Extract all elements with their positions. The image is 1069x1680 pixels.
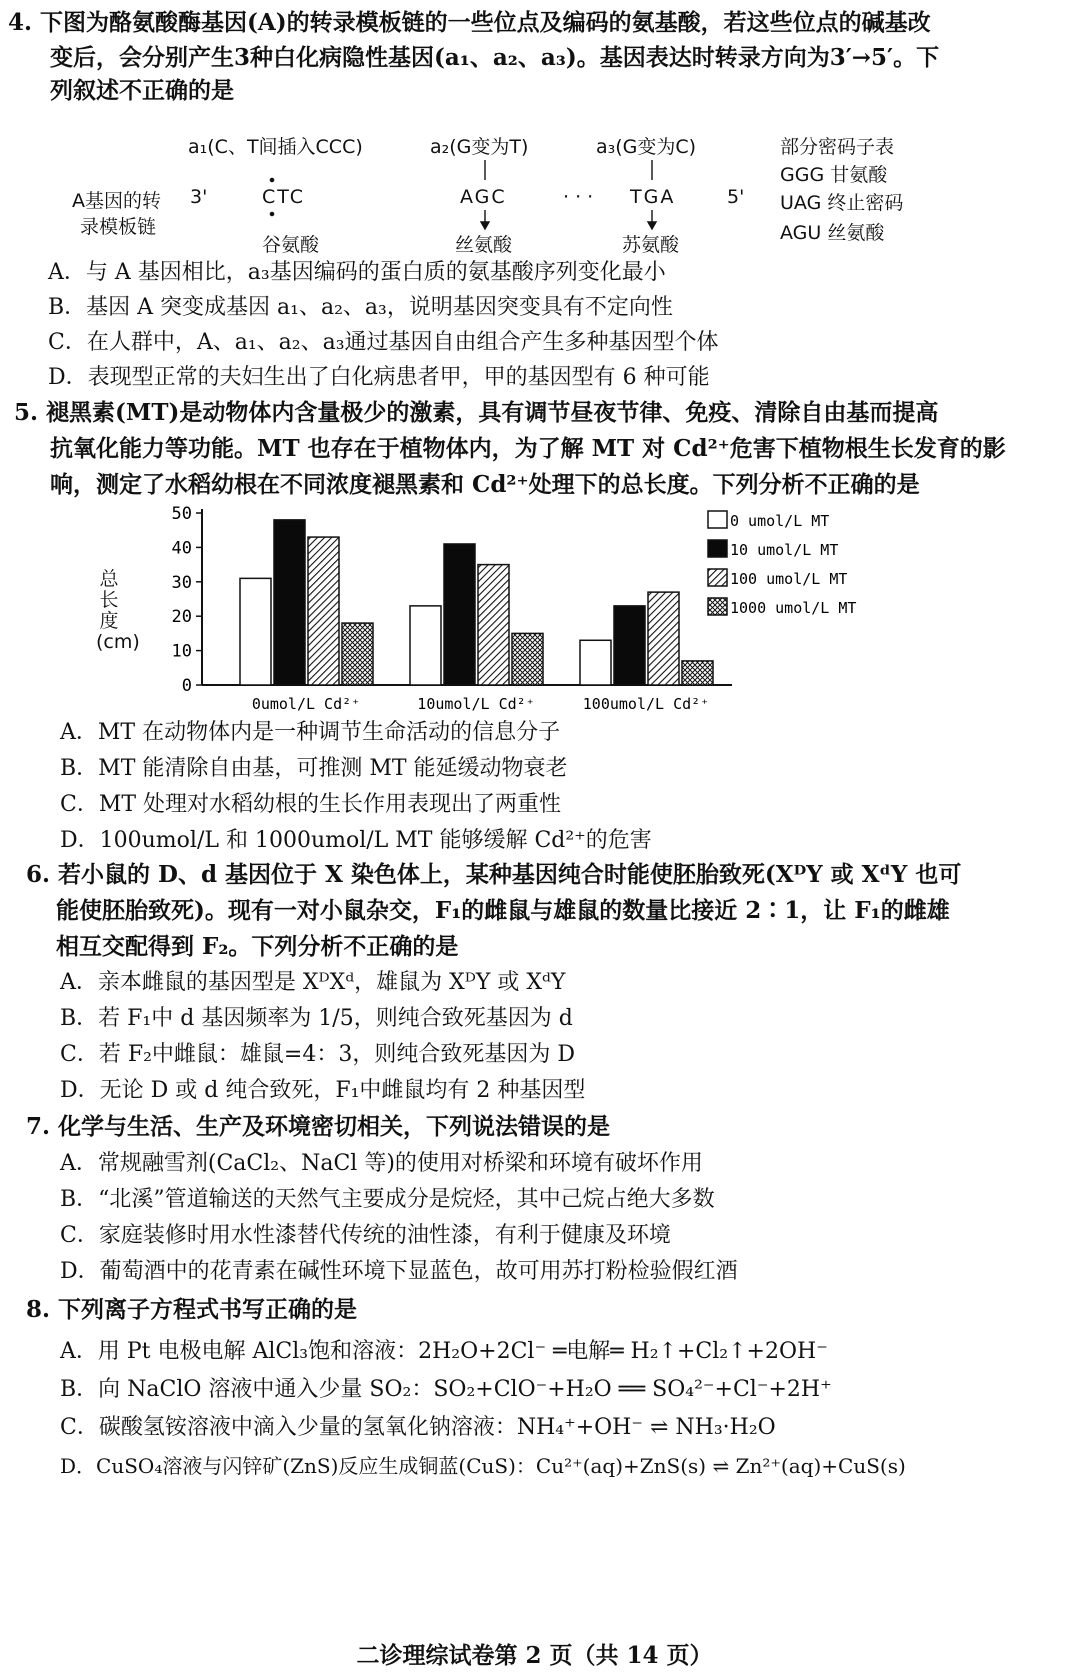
arrowhead-serine	[481, 222, 489, 229]
template-strand-label-1: A基因的转	[72, 190, 161, 212]
strand-5-prime: 5'	[727, 186, 745, 208]
q8-option-d: D．CuSO₄溶液与闪锌矿(ZnS)反应生成铜蓝(CuS)：Cu²⁺(aq)+ZnS(s) ⇌ Zn²⁺(aq)+CuS(s)	[60, 1454, 906, 1478]
q6-option-b: B．若 F₁中 d 基因频率为 1/5，则纯合致死基因为 d	[60, 1006, 573, 1031]
strand-3-prime: 3'	[190, 186, 208, 208]
y-tick-label: 0	[181, 676, 192, 696]
q8-option-b: B．向 NaClO 溶液中通入少量 SO₂：SO₂+ClO⁻+H₂O ══ SO₄²⁻+Cl⁻+2H⁺	[60, 1377, 832, 1402]
bar	[614, 606, 645, 685]
ctc-marker	[270, 212, 273, 215]
a1-site-marker	[270, 178, 273, 181]
mutation-arrows	[0, 0, 1069, 260]
codon-agc: AGC	[460, 186, 507, 208]
q4-stem-line1: 4. 下图为酪氨酸酶基因(A)的转录模板链的一些位点及编码的氨基酸，若这些位点的碱基改	[8, 9, 931, 36]
q5-stem-line1: 5. 褪黑素(MT)是动物体内含量极少的激素，具有调节昼夜节律、免疫、清除自由基而提高	[14, 399, 939, 426]
bar	[274, 520, 305, 685]
legend-swatch	[708, 511, 727, 528]
a2-mutation-label: a₂(G变为T)	[430, 136, 529, 158]
bar	[308, 537, 339, 685]
q5-option-a: A．MT 在动物体内是一种调节生命活动的信息分子	[60, 720, 561, 745]
bar	[512, 633, 543, 685]
legend-label: 1000 umol/L MT	[730, 599, 857, 617]
y-tick-label: 50	[171, 505, 192, 524]
y-tick-label: 20	[171, 607, 192, 628]
q4-option-a: A．与 A 基因相比，a₃基因编码的蛋白质的氨基酸序列变化最小	[48, 260, 666, 285]
q7-option-a: A．常规融雪剂(CaCl₂、NaCl 等)的使用对桥梁和环境有破坏作用	[60, 1151, 703, 1176]
legend-swatch	[708, 598, 727, 615]
legend-label: 100 umol/L MT	[730, 570, 848, 588]
a1-mutation-label: a₁(C、T间插入CCC)	[188, 136, 363, 158]
x-category-label: 0umol/L Cd²⁺	[251, 695, 361, 713]
amino-acid-serine: 丝氨酸	[455, 234, 513, 256]
legend-label: 0 umol/L MT	[730, 512, 830, 530]
x-category-label: 100umol/L Cd²⁺	[582, 695, 710, 713]
root-length-chart	[96, 505, 890, 724]
bar	[410, 606, 441, 685]
codon-ctc: CTC	[262, 186, 306, 208]
a3-mutation-label: a₃(G变为C)	[596, 136, 697, 158]
bar	[580, 640, 611, 685]
y-tick-label: 30	[171, 572, 192, 593]
bar	[648, 592, 679, 685]
codon-table-row2: UAG 终止密码	[780, 192, 904, 214]
q7-stem: 7. 化学与生活、生产及环境密切相关，下列说法错误的是	[26, 1113, 611, 1140]
bar-chart-svg	[130, 505, 890, 720]
template-strand-label-2: 录模板链	[80, 216, 157, 238]
q4-option-c: C．在人群中，A、a₁、a₂、a₃通过基因自由组合产生多种基因型个体	[48, 330, 719, 355]
q4-option-d: D．表现型正常的夫妇生出了白化病患者甲，甲的基因型有 6 种可能	[48, 365, 710, 390]
q6-option-a: A．亲本雌鼠的基因型是 XᴰXᵈ，雄鼠为 XᴰY 或 XᵈY	[60, 970, 566, 995]
bar	[240, 578, 271, 685]
legend-swatch	[708, 569, 727, 586]
q6-stem-line3: 相互交配得到 F₂。下列分析不正确的是	[56, 933, 459, 960]
q5-stem-line3: 响，测定了水稻幼根在不同浓度褪黑素和 Cd²⁺处理下的总长度。下列分析不正确的是	[50, 471, 920, 498]
q6-option-d: D．无论 D 或 d 纯合致死，F₁中雌鼠均有 2 种基因型	[60, 1078, 586, 1103]
q4-option-b: B．基因 A 突变成基因 a₁、a₂、a₃，说明基因突变具有不定向性	[48, 295, 673, 320]
page-footer: 二诊理综试卷第 2 页（共 14 页）	[356, 1642, 713, 1669]
q4-stem-line3: 列叙述不正确的是	[50, 77, 234, 104]
codon-tga: TGA	[630, 186, 676, 208]
codon-table-row3: AGU 丝氨酸	[780, 222, 885, 244]
codon-table-title: 部分密码子表	[780, 136, 895, 158]
x-category-label: 10umol/L Cd²⁺	[417, 695, 535, 713]
bar	[478, 565, 509, 685]
arrowhead-threonine	[648, 222, 656, 229]
q8-stem: 8. 下列离子方程式书写正确的是	[26, 1296, 358, 1323]
q8-option-c: C．碳酸氢铵溶液中滴入少量的氢氧化钠溶液：NH₄⁺+OH⁻ ⇌ NH₃·H₂O	[60, 1415, 776, 1440]
bar	[444, 544, 475, 685]
legend-swatch	[708, 540, 727, 557]
q5-option-c: C．MT 处理对水稻幼根的生长作用表现出了两重性	[60, 792, 562, 817]
q7-option-b: B．“北溪”管道输送的天然气主要成分是烷烃，其中己烷占绝大多数	[60, 1187, 715, 1212]
q7-option-d: D．葡萄酒中的花青素在碱性环境下显蓝色，故可用苏打粉检验假红酒	[60, 1259, 738, 1284]
q4-stem-line2: 变后，会分别产生3种白化病隐性基因(a₁、a₂、a₃)。基因表达时转录方向为3′→5′。下	[50, 44, 940, 71]
q8-option-a: A．用 Pt 电极电解 AlCl₃饱和溶液：2H₂O+2Cl⁻ ═电解═ H₂↑+Cl₂↑+2OH⁻	[60, 1339, 828, 1364]
q6-stem-line2: 能使胚胎致死)。现有一对小鼠杂交，F₁的雌鼠与雄鼠的数量比接近 2∶1，让 F₁的雌雄	[56, 897, 950, 924]
q7-option-c: C．家庭装修时用水性漆替代传统的油性漆，有利于健康及环境	[60, 1223, 671, 1248]
bar	[342, 623, 373, 685]
legend-label: 10 umol/L MT	[730, 541, 839, 559]
q6-option-c: C．若 F₂中雌鼠：雄鼠=4：3，则纯合致死基因为 D	[60, 1042, 575, 1067]
y-tick-label: 40	[171, 538, 192, 559]
y-axis-label: 总长度(cm)	[96, 568, 140, 653]
q5-option-d: D．100umol/L 和 1000umol/L MT 能够缓解 Cd²⁺的危害	[60, 828, 652, 853]
bar	[682, 661, 713, 685]
q5-stem-line2: 抗氧化能力等功能。MT 也存在于植物体内，为了解 MT 对 Cd²⁺危害下植物根生长发育的影	[50, 435, 1006, 462]
amino-acid-glutamate: 谷氨酸	[262, 234, 320, 256]
codon-table-row1: GGG 甘氨酸	[780, 164, 888, 186]
strand-dots: · · ·	[563, 186, 594, 208]
y-tick-label: 10	[171, 641, 192, 662]
q6-stem-line1: 6. 若小鼠的 D、d 基因位于 X 染色体上，某种基因纯合时能使胚胎致死(XᴰY 或 XᵈY 也可	[26, 861, 962, 888]
amino-acid-threonine: 苏氨酸	[622, 234, 680, 256]
q5-option-b: B．MT 能清除自由基，可推测 MT 能延缓动物衰老	[60, 756, 568, 781]
